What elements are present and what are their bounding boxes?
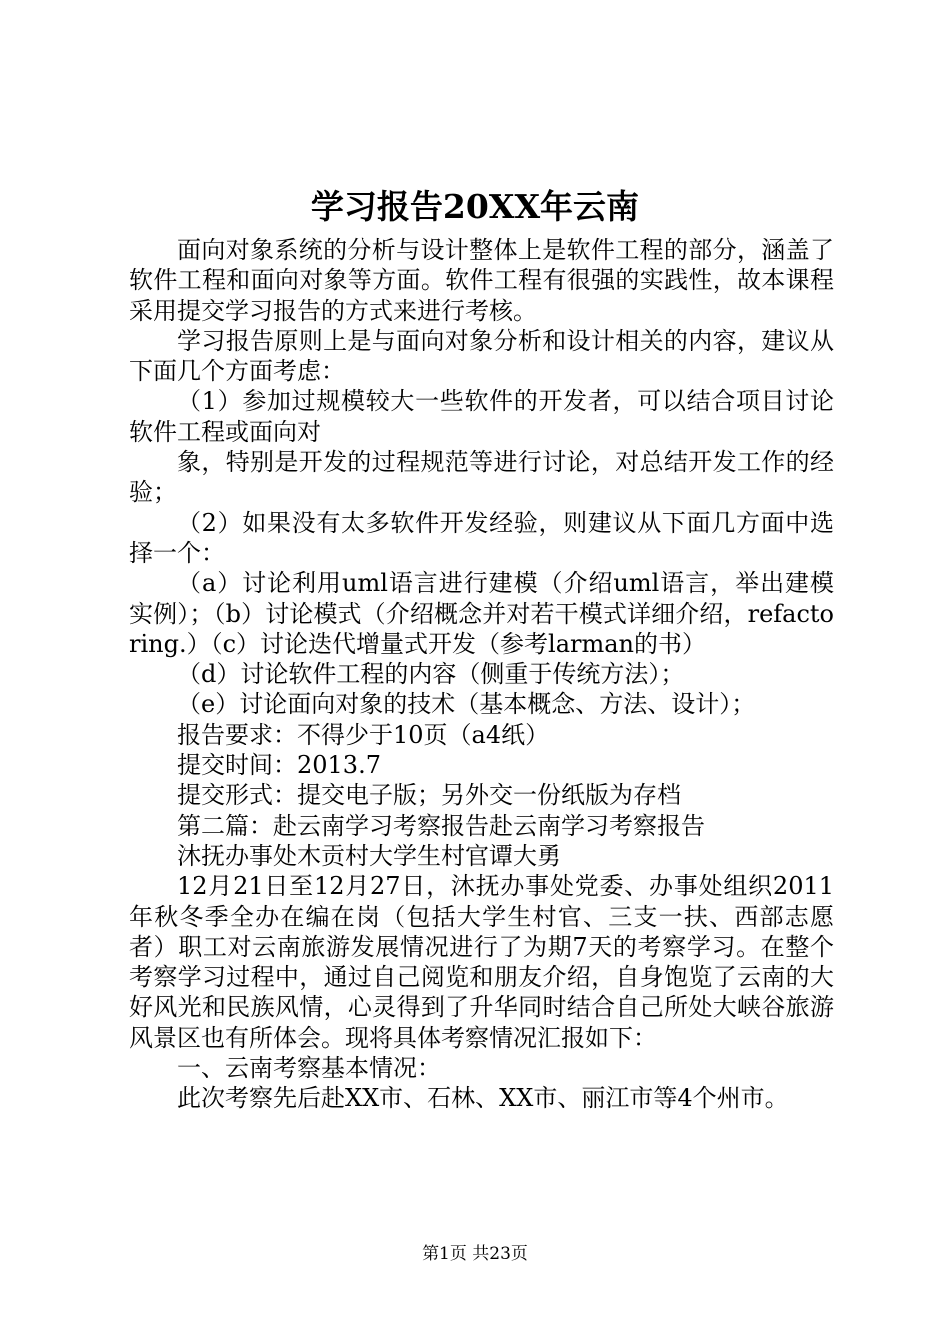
paragraph: （2）如果没有太多软件开发经验，则建议从下面几方面中选择一个： bbox=[129, 508, 834, 567]
document-title: 学习报告20XX年云南 bbox=[310, 187, 640, 226]
section-heading: 第二篇：赴云南学习考察报告赴云南学习考察报告 bbox=[177, 811, 705, 840]
paragraph: （1）参加过规模较大一些软件的开发者，可以结合项目讨论软件工程或面向对 bbox=[129, 387, 834, 446]
page-footer bbox=[0, 1242, 950, 1266]
subsection-heading: 一、云南考察基本情况： bbox=[177, 1054, 441, 1083]
paragraph: （e）讨论面向对象的技术（基本概念、方法、设计）； bbox=[177, 690, 756, 719]
author-line: 沐抚办事处木贡村大学生村官谭大勇 bbox=[177, 841, 561, 870]
page-total: 共23页 bbox=[472, 1244, 528, 1264]
paragraph: 学习报告原则上是与面向对象分析和设计相关的内容，建议从下面几个方面考虑： bbox=[129, 326, 834, 386]
paragraph: 象，特别是开发的过程规范等进行讨论，对总结开发工作的经验； bbox=[129, 448, 834, 507]
document-body bbox=[129, 235, 834, 1114]
paragraph: 12月21日至12月27日，沐抚办事处党委、办事处组织2011年秋冬季全办在编在岗（包括大学生村官、三支一扶、西部志愿者）职工对云南旅游发展情况进行了为期7天的考察学习。在整个考察学习过程中，通过自己阅览和朋友介绍，自身饱览了云南的大好风光和民族风情，心灵得到了升华同时结合自己所处大峡谷旅游风景区也有所体会。现将具体考察情况汇报如下： bbox=[129, 872, 834, 1052]
page-number: 第1页 bbox=[422, 1244, 467, 1264]
paragraph: 此次考察先后赴XX市、石林、XX市、丽江市等4个州市。 bbox=[177, 1084, 789, 1113]
paragraph: 面向对象系统的分析与设计整体上是软件工程的部分，涵盖了软件工程和面向对象等方面。软件工程有很强的实践性，故本课程采用提交学习报告的方式来进行考核。 bbox=[129, 236, 834, 325]
paragraph: 提交形式：提交电子版；另外交一份纸版为存档 bbox=[177, 781, 681, 810]
paragraph: （d）讨论软件工程的内容（侧重于传统方法）； bbox=[177, 660, 685, 689]
paragraph: 报告要求：不得少于10页（a4纸） bbox=[177, 720, 550, 749]
paragraph: 提交时间：2013.7 bbox=[177, 751, 381, 780]
paragraph: （a）讨论利用uml语言进行建模（介绍uml语言，举出建模实例）；（b）讨论模式（介绍概念并对若干模式详细介绍，refactoring.）（c）讨论迭代增量式开发（参考larman的书） bbox=[129, 569, 834, 658]
